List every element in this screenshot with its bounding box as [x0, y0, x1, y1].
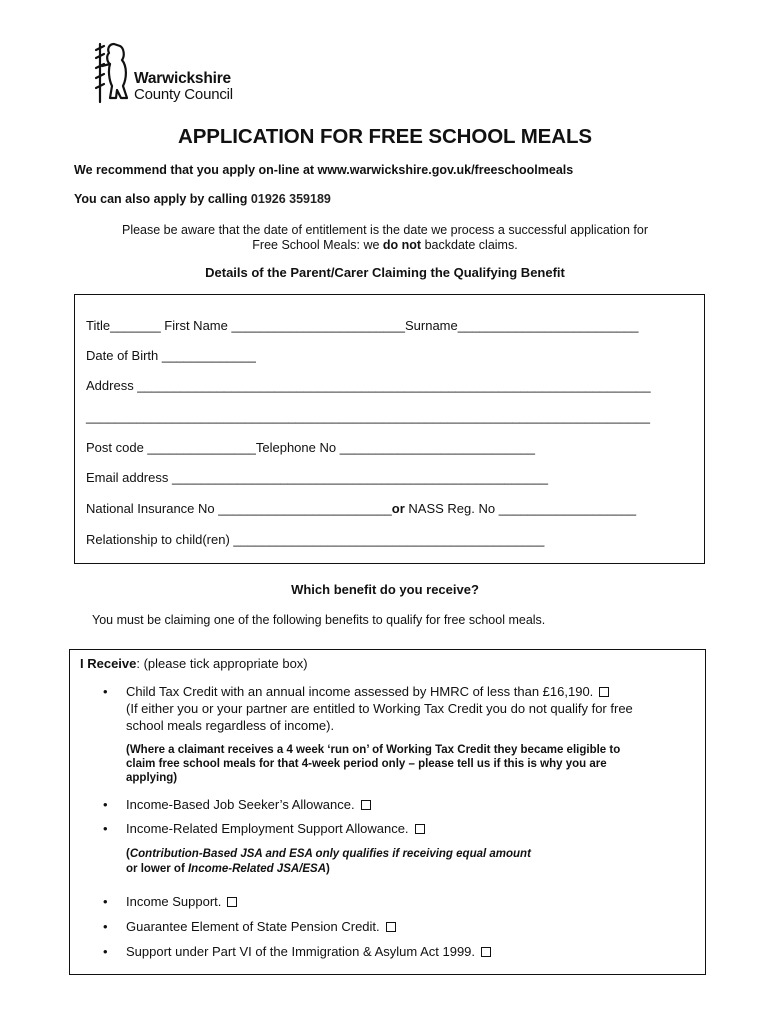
phone-line [74, 192, 331, 206]
date-of-birth-field[interactable]: Date of Birth _____________ [86, 348, 256, 363]
receive-label-line [80, 656, 308, 671]
title-name-fields[interactable]: Title_______ First Name ________________________Surname_________________________ [86, 318, 639, 333]
benefit-intro: You must be claiming one of the following benefits to qualify for free school meals. [92, 613, 546, 627]
logo-name: Warwickshire [134, 70, 231, 87]
council-logo [92, 38, 262, 106]
contribution-note-line2: or lower of Income-Related JSA/ESA) [126, 863, 330, 875]
relationship-field[interactable]: Relationship to child(ren) ___________________________________________ [86, 532, 545, 547]
receive-hint: : (please tick appropriate box) [136, 656, 308, 671]
logo-subtitle: County Council [134, 86, 233, 103]
receive-label: I Receive [80, 656, 137, 671]
runon-note-line3: applying) [126, 772, 178, 784]
benefit-child-tax-credit: Child Tax Credit with an annual income assessed by HMRC of less than £16,190. [126, 684, 609, 699]
page-title: APPLICATION FOR FREE SCHOOL MEALS [178, 125, 592, 148]
entitlement-notice-line2 [0, 238, 770, 252]
child-tax-note-line3: school meals regardless of income). [126, 718, 335, 733]
phone-label: You can also apply by calling [74, 192, 248, 206]
benefit-pension-credit: Guarantee Element of State Pension Credit. [126, 919, 396, 934]
ni-field[interactable]: National Insurance No ________________________ [86, 501, 392, 516]
address-field[interactable]: Address _______________________________________________________________________ [86, 378, 651, 393]
or-label: or [391, 501, 405, 516]
benefit-selection-box: I Receive: (please tick appropriate box) • Child Tax Credit with an annual income assessed by HMRC of less than £16,190. (If either you or your partner are entitled to Working Tax Credit you do not qualify for free school meals regardless of income). (Where a claimant receives a 4 week ‘run on’ of Working Tax Credit they became eligible to claim free school meals for that 4-week period only – please tell us if this is why you are applying) • Income-Based Job Seeker’s Allowance. • Income-Related Employment Support Allowance. (Contribution-Based JSA and ESA only qualifies if receiving equal amount or lower of Income-Related JSA/ESA) • Income Support. • Guarantee Element of State Pension Credit. • Support under Part VI of the Immigration & Asylum Act 1999. [69, 649, 706, 975]
checkbox-child-tax-credit[interactable] [599, 687, 609, 697]
section-heading-benefit: Which benefit do you receive? [291, 582, 479, 597]
do-not-emphasis: do not [382, 238, 422, 252]
entitlement-notice-line1: Please be aware that the date of entitlement is the date we process a successful application for [121, 223, 648, 237]
address-field-line2[interactable]: ______________________________________________________________________________ [86, 409, 650, 424]
benefit-jsa: Income-Based Job Seeker’s Allowance. [126, 797, 371, 812]
child-tax-note-line2: (If either you or your partner are entitled to Working Tax Credit you do not qualify for free [126, 701, 633, 716]
nass-field[interactable]: NASS Reg. No ___________________ [408, 501, 637, 516]
benefit-immigration-support: Support under Part VI of the Immigration & Asylum Act 1999. [126, 944, 491, 959]
entitlement-text-a: Free School Meals: we [252, 238, 380, 252]
checkbox-immigration-support[interactable] [481, 947, 491, 957]
runon-note-line2: claim free school meals for that 4-week period only – please tell us if this is why you are [126, 758, 607, 770]
benefit-esa: Income-Related Employment Support Allowance. [126, 821, 425, 836]
section-heading-parent-details: Details of the Parent/Carer Claiming the Qualifying Benefit [205, 265, 565, 280]
ni-nass-fields[interactable] [86, 501, 636, 516]
entitlement-text-c: backdate claims. [424, 238, 518, 252]
checkbox-pension-credit[interactable] [386, 922, 396, 932]
email-field[interactable]: Email address ____________________________________________________ [86, 470, 548, 485]
online-recommendation: We recommend that you apply on-line at www.warwickshire.gov.uk/freeschoolmeals [74, 163, 574, 177]
benefit-income-support: Income Support. [126, 894, 237, 909]
phone-number: 01926 359189 [250, 192, 331, 206]
checkbox-income-support[interactable] [227, 897, 237, 907]
checkbox-jsa[interactable] [361, 800, 371, 810]
postcode-telephone-fields[interactable]: Post code _______________Telephone No ___________________________ [86, 440, 535, 455]
parent-details-form [74, 294, 705, 564]
checkbox-esa[interactable] [415, 824, 425, 834]
runon-note-line1: (Where a claimant receives a 4 week ‘run on’ of Working Tax Credit they became eligible to [126, 744, 621, 756]
contribution-note-line1: (Contribution-Based JSA and ESA only qualifies if receiving equal amount [126, 848, 531, 860]
bear-and-staff-icon [92, 40, 132, 104]
